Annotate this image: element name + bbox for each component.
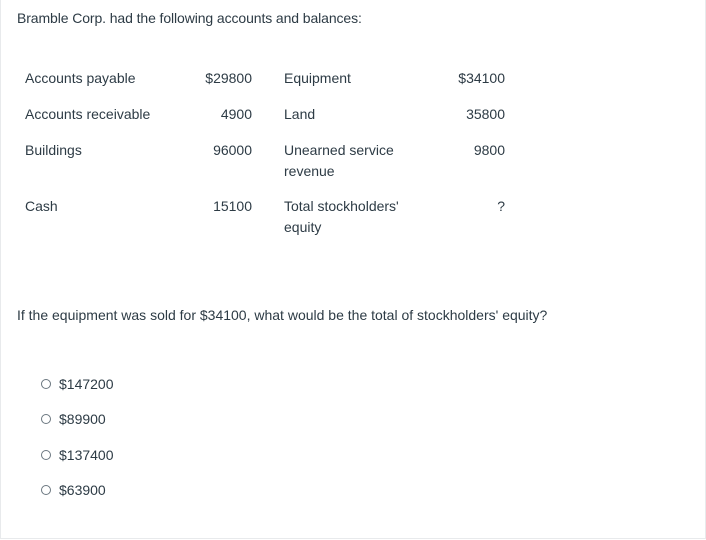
radio-button[interactable]: [41, 485, 51, 495]
account-label: Equipment: [284, 70, 351, 86]
answer-option-label: $147200: [59, 375, 114, 392]
table-row: [17, 60, 505, 104]
account-label: Cash: [25, 198, 58, 214]
question-text: If the equipment was sold for $34100, what would be the total of stockholders' equity?: [17, 307, 548, 323]
answer-option[interactable]: [41, 366, 114, 402]
radio-button[interactable]: [41, 414, 51, 424]
account-amount: 35800: [466, 106, 505, 122]
account-label: Land: [284, 106, 316, 122]
account-label: Unearned service revenue: [284, 142, 394, 179]
account-amount: $29800: [205, 70, 252, 86]
answer-option[interactable]: [41, 402, 114, 438]
answer-choices: [41, 366, 114, 508]
account-label: Accounts receivable: [25, 106, 151, 122]
account-amount: 9800: [473, 142, 505, 158]
account-label: Buildings: [25, 142, 82, 158]
answer-option-label: $137400: [59, 446, 114, 463]
answer-option[interactable]: [41, 437, 114, 473]
accounts-table: [17, 60, 505, 252]
account-amount: 15100: [213, 198, 252, 214]
radio-button[interactable]: [41, 379, 51, 389]
table-row: [17, 104, 505, 140]
account-label: Total stockholders' equity: [284, 198, 399, 235]
table-row: [17, 196, 505, 252]
account-label: Accounts payable: [25, 70, 136, 86]
intro-text: Bramble Corp. had the following accounts and balances:: [17, 10, 362, 26]
answer-option-label: $89900: [59, 411, 106, 428]
account-amount: $34100: [458, 70, 505, 86]
account-amount: ?: [497, 198, 505, 214]
answer-option[interactable]: [41, 473, 114, 509]
table-row: [17, 140, 505, 196]
account-amount: 96000: [213, 142, 252, 158]
answer-option-label: $63900: [59, 482, 106, 499]
radio-button[interactable]: [41, 450, 51, 460]
account-amount: 4900: [220, 106, 252, 122]
